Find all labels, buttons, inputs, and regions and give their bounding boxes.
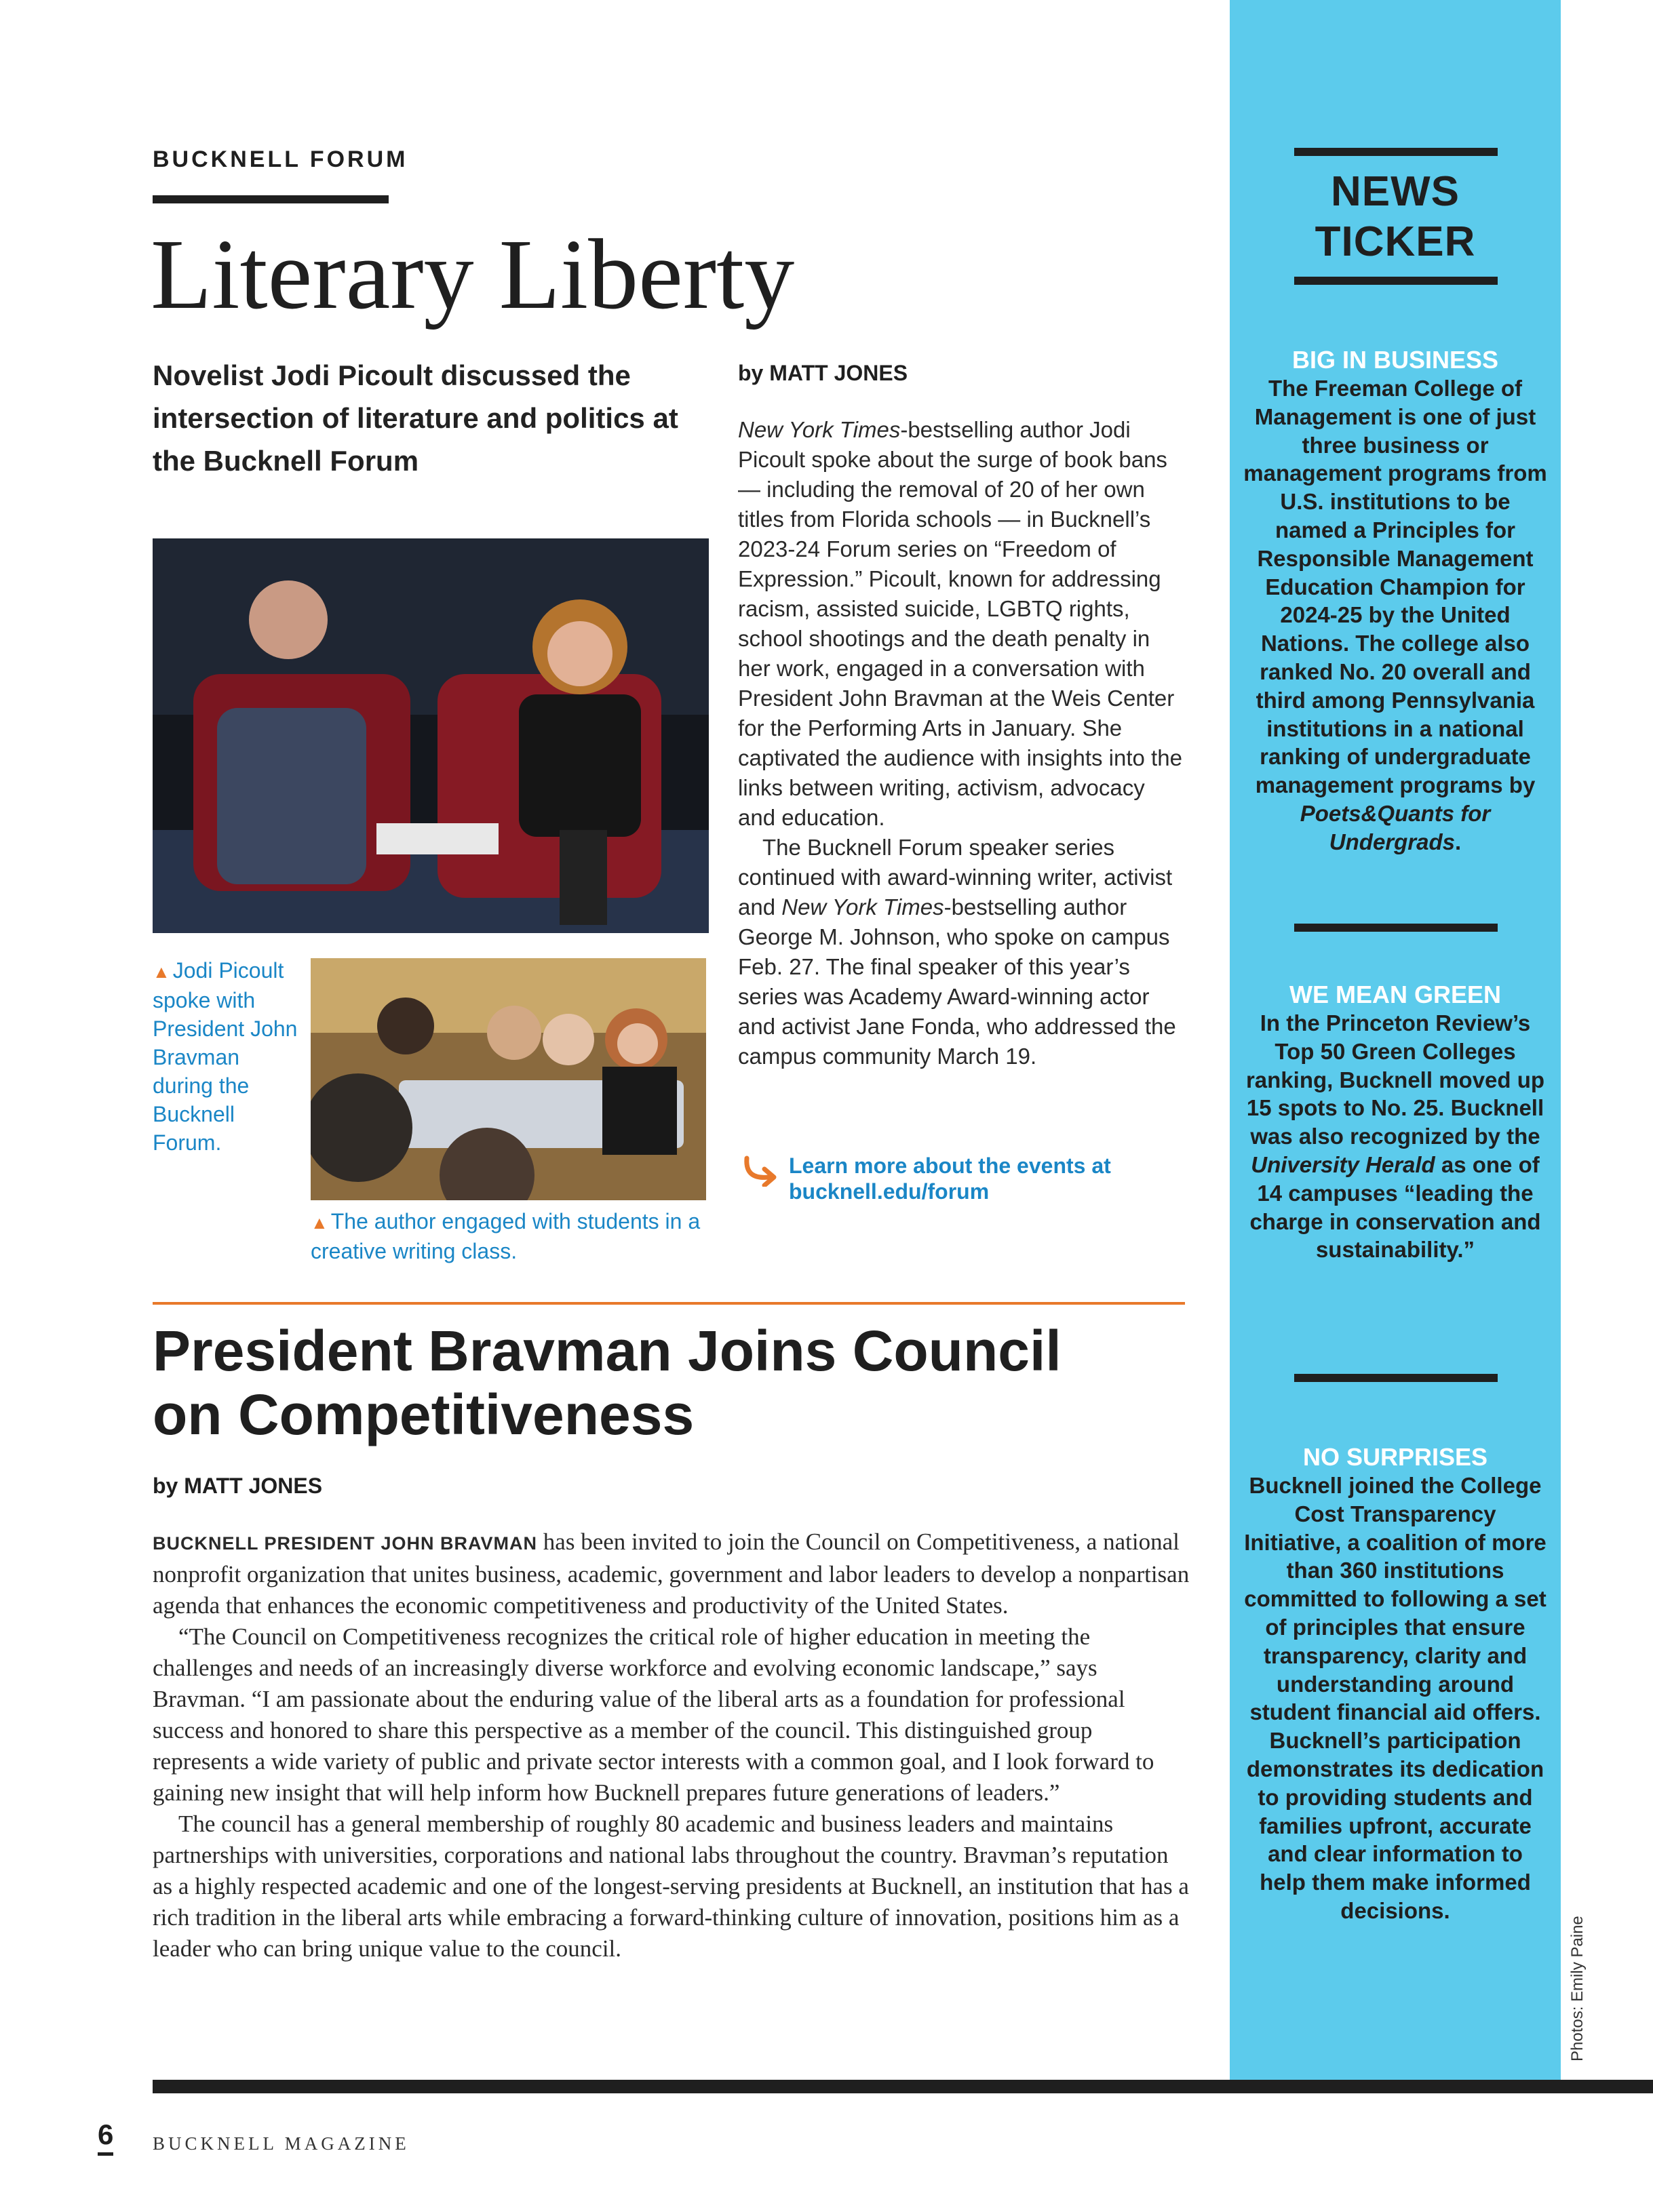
article-deck: Novelist Jodi Picoult discussed the intersection of literature and politics at the Bucknell Forum [153,359,678,477]
ticker-item: WE MEAN GREEN In the Princeton Review’s Top 50 Green Colleges ranking, Bucknell moved up 15 spots to No. 25. Bucknell was also recognized by the University Herald as one of 14 campuses “leading the charge in conservation and sustainability.” [1245,981,1545,1263]
classroom-illustration [311,958,706,1200]
photo-caption-1: ▲ Jodi Picoult spoke with President John Bravman during the Bucknell Forum. [153,958,298,1155]
photo-credit: Photos: Emily Paine [1568,1916,1587,2061]
paragraph-1: BUCKNELL PRESIDENT JOHN BRAVMAN has been invited to join the Council on Competitiveness, a national nonprofit organization that unites business, academic, government and labor leaders to develop a nonpartisan agenda that enhances the economic competitiveness and productivity of the United States. [153,1528,1190,1619]
ticker-item: NO SURPRISES Bucknell joined the College Cost Transparency Initiative, a coalition of more than 360 institutions committed to following a set of principles that ensure transparency, clarity and understanding around student financial aid offers. Bucknell’s participation demonstrates its dedication to providing students and families upfront, accurate and clear information to help them make informed decisions. [1244,1443,1547,1923]
article-body-2 [153,1526,1190,1964]
ticker-title: NEWS TICKER [1315,168,1476,265]
section-kicker: BUCKNELL FORUM [153,146,408,172]
curved-arrow-icon [741,1154,779,1190]
kicker-rule [153,195,389,203]
learn-more-link[interactable]: Learn more about the events at bucknell.edu/forum [789,1153,1111,1204]
section-divider [153,1302,1185,1305]
page-title: Literary Liberty [151,219,795,330]
forum-stage-illustration [153,538,709,933]
ticker-divider [1294,924,1498,932]
forum-stage-photo [153,538,709,933]
classroom-photo [311,958,706,1200]
article-body-1 [738,415,1186,1071]
triangle-up-icon: ▲ [153,962,170,982]
article2-headline: President Bravman Joins Council on Competitiveness [153,1319,1062,1446]
paragraph-3: The council has a general membership of roughly 80 academic and business leaders and maintains partnerships with universities, corporations and national labs throughout the country. Bravman’s reputation as a highly respected academic and one of the longest-serving presidents at Bucknell, an institution that has a rich tradition in the liberal arts while embracing a forward-thinking culture of innovation, positions him as a leader who can bring unique value to the council. [153,1811,1189,1962]
photo-caption-2: ▲ The author engaged with students in a creative writing class. [311,1209,701,1263]
ticker-rule-top [1294,148,1498,156]
byline-2: by MATT JONES [153,1474,323,1498]
page-number: 6 [98,2118,113,2156]
footer-bar [153,2080,1653,2093]
paragraph-2: “The Council on Competitiveness recognizes the critical role of higher education in meeting the challenges and needs of an increasingly diverse workforce and evolving economic landscape,” says Bravman. “I am passionate about the enduring value of the liberal arts as a foundation for professional success and honored to share this perspective as a member of the council. This distinguished group represents a wide variety of public and private sector interests with a common goal, and I look forward to gaining new insight that will help inform how Bucknell prepares future generations of leaders.” [153,1623,1154,1806]
triangle-up-icon: ▲ [311,1212,328,1233]
magazine-name: BUCKNELL MAGAZINE [153,2133,410,2154]
ticker-divider [1294,1374,1498,1382]
paragraph-2: The Bucknell Forum speaker series continued with award-winning writer, activist and New York Times-bestselling author George M. Johnson, who spoke on campus Feb. 27. The final speaker of this year’s series was Academy Award-winning actor and activist Jane Fonda, who addressed the campus community March 19. [738,835,1176,1069]
ticker-item: BIG IN BUSINESS The Freeman College of Management is one of just three business or management programs from U.S. institutions to be named a Principles for Responsible Management Education Champion for 2024-25 by the United Nations. The college also ranked No. 20 overall and third among Pennsylvania institutions in a national ranking of undergraduate management programs by Poets&Quants for Undergrads. [1243,346,1547,854]
ticker-rule-bottom [1294,277,1498,285]
byline-1: by MATT JONES [738,361,908,385]
paragraph-1: New York Times-bestselling author Jodi Picoult spoke about the surge of book bans — including the removal of 20 of her own titles from Florida schools — in Bucknell’s 2023-24 Forum series on “Freedom of Expression.” Picoult, known for addressing racism, assisted suicide, LGBTQ rights, school shootings and the death penalty in her work, engaged in a conversation with President John Bravman at the Weis Center for the Performing Arts in January. She captivated the audience with insights into the links between writing, activism, advocacy and education. [738,417,1182,830]
